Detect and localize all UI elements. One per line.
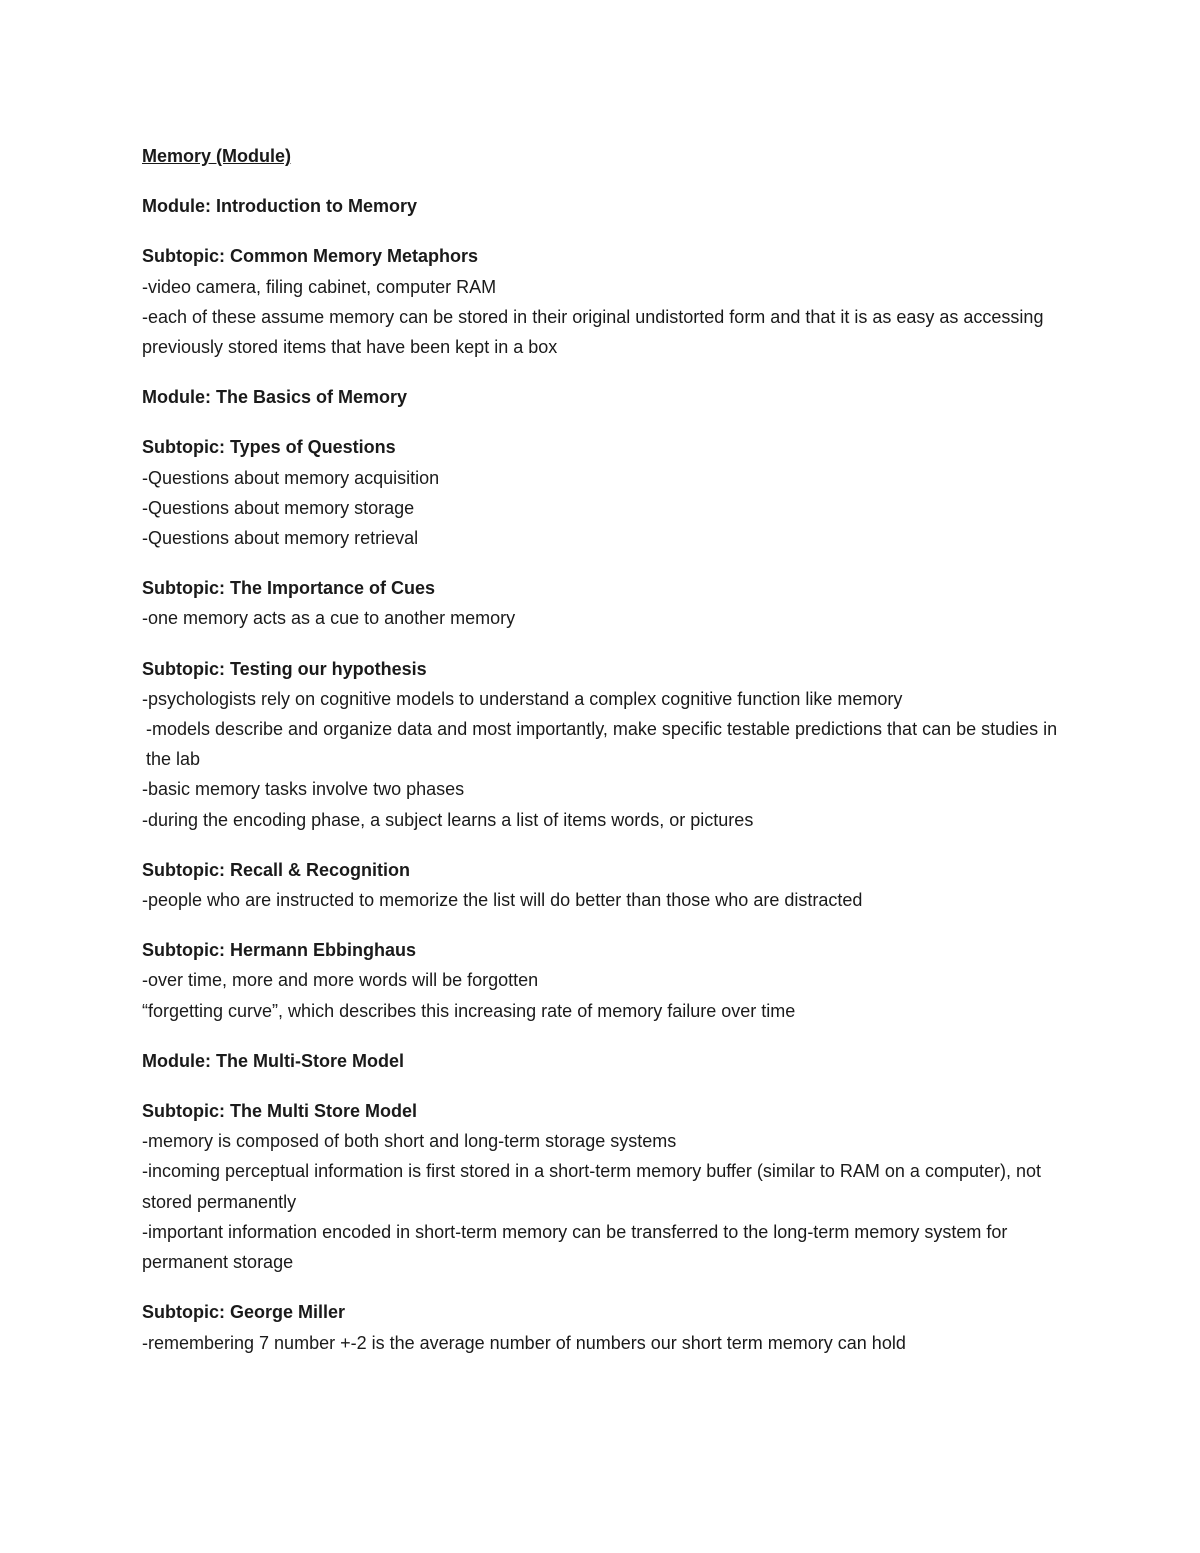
subtopic-heading: Subtopic: George Miller: [142, 1302, 346, 1323]
note-line: -video camera, filing cabinet, computer RAM: [142, 276, 497, 297]
note-line: -remembering 7 number +-2 is the average number of numbers our short term memory can hold: [142, 1332, 906, 1353]
note-line: -over time, more and more words will be forgotten: [142, 970, 539, 991]
note-line: -each of these assume memory can be stored in their original undistorted form and that it is as easy as accessing previously stored items that have been kept in a box: [142, 306, 1044, 358]
subtopic-heading: Subtopic: Testing our hypothesis: [142, 658, 427, 679]
note-line: -people who are instructed to memorize the list will do better than those who are distracted: [142, 890, 863, 911]
note-line: -important information encoded in short-term memory can be transferred to the long-term memory system for permanent storage: [142, 1221, 1008, 1273]
note-line: -models describe and organize data and most importantly, make specific testable predictions that can be studies in the lab: [146, 719, 1058, 770]
note-line: “forgetting curve”, which describes this increasing rate of memory failure over time: [142, 1000, 796, 1021]
note-line: -Questions about memory retrieval: [142, 528, 419, 549]
subtopic-heading: Subtopic: The Importance of Cues: [142, 578, 436, 599]
note-line: -memory is composed of both short and long-term storage systems: [142, 1131, 677, 1152]
document-title: Memory (Module): [142, 146, 292, 166]
subtopic-block: [142, 654, 1082, 835]
note-line: -during the encoding phase, a subject learns a list of items words, or pictures: [142, 809, 754, 830]
note-line: -Questions about memory acquisition: [142, 467, 440, 488]
note-line: -basic memory tasks involve two phases: [142, 779, 465, 800]
subtopic-block: [142, 1096, 1082, 1277]
module-heading: Module: Introduction to Memory: [142, 196, 417, 217]
document-body: [142, 141, 1082, 1378]
subtopic-block: [142, 432, 1082, 553]
subtopic-block: [142, 935, 1082, 1026]
subtopic-block: [142, 573, 1082, 633]
subtopic-heading: Subtopic: The Multi Store Model: [142, 1101, 417, 1122]
note-line: -incoming perceptual information is first stored in a short-term memory buffer (similar to RAM on a computer), not stored permanently: [142, 1161, 1041, 1212]
module-heading: Module: The Multi-Store Model: [142, 1050, 404, 1071]
note-line: -Questions about memory storage: [142, 497, 415, 518]
subtopic-block: [142, 241, 1082, 362]
note-line: -psychologists rely on cognitive models to understand a complex cognitive function like memory: [142, 688, 903, 709]
subtopic-heading: Subtopic: Recall & Recognition: [142, 859, 411, 880]
subtopic-block: [142, 1297, 1082, 1357]
subtopic-heading: Subtopic: Hermann Ebbinghaus: [142, 940, 417, 961]
subtopic-heading: Subtopic: Types of Questions: [142, 437, 396, 458]
subtopic-heading: Subtopic: Common Memory Metaphors: [142, 246, 479, 267]
subtopic-block: [142, 855, 1082, 915]
module-heading: Module: The Basics of Memory: [142, 387, 408, 408]
note-line: -one memory acts as a cue to another memory: [142, 608, 516, 629]
